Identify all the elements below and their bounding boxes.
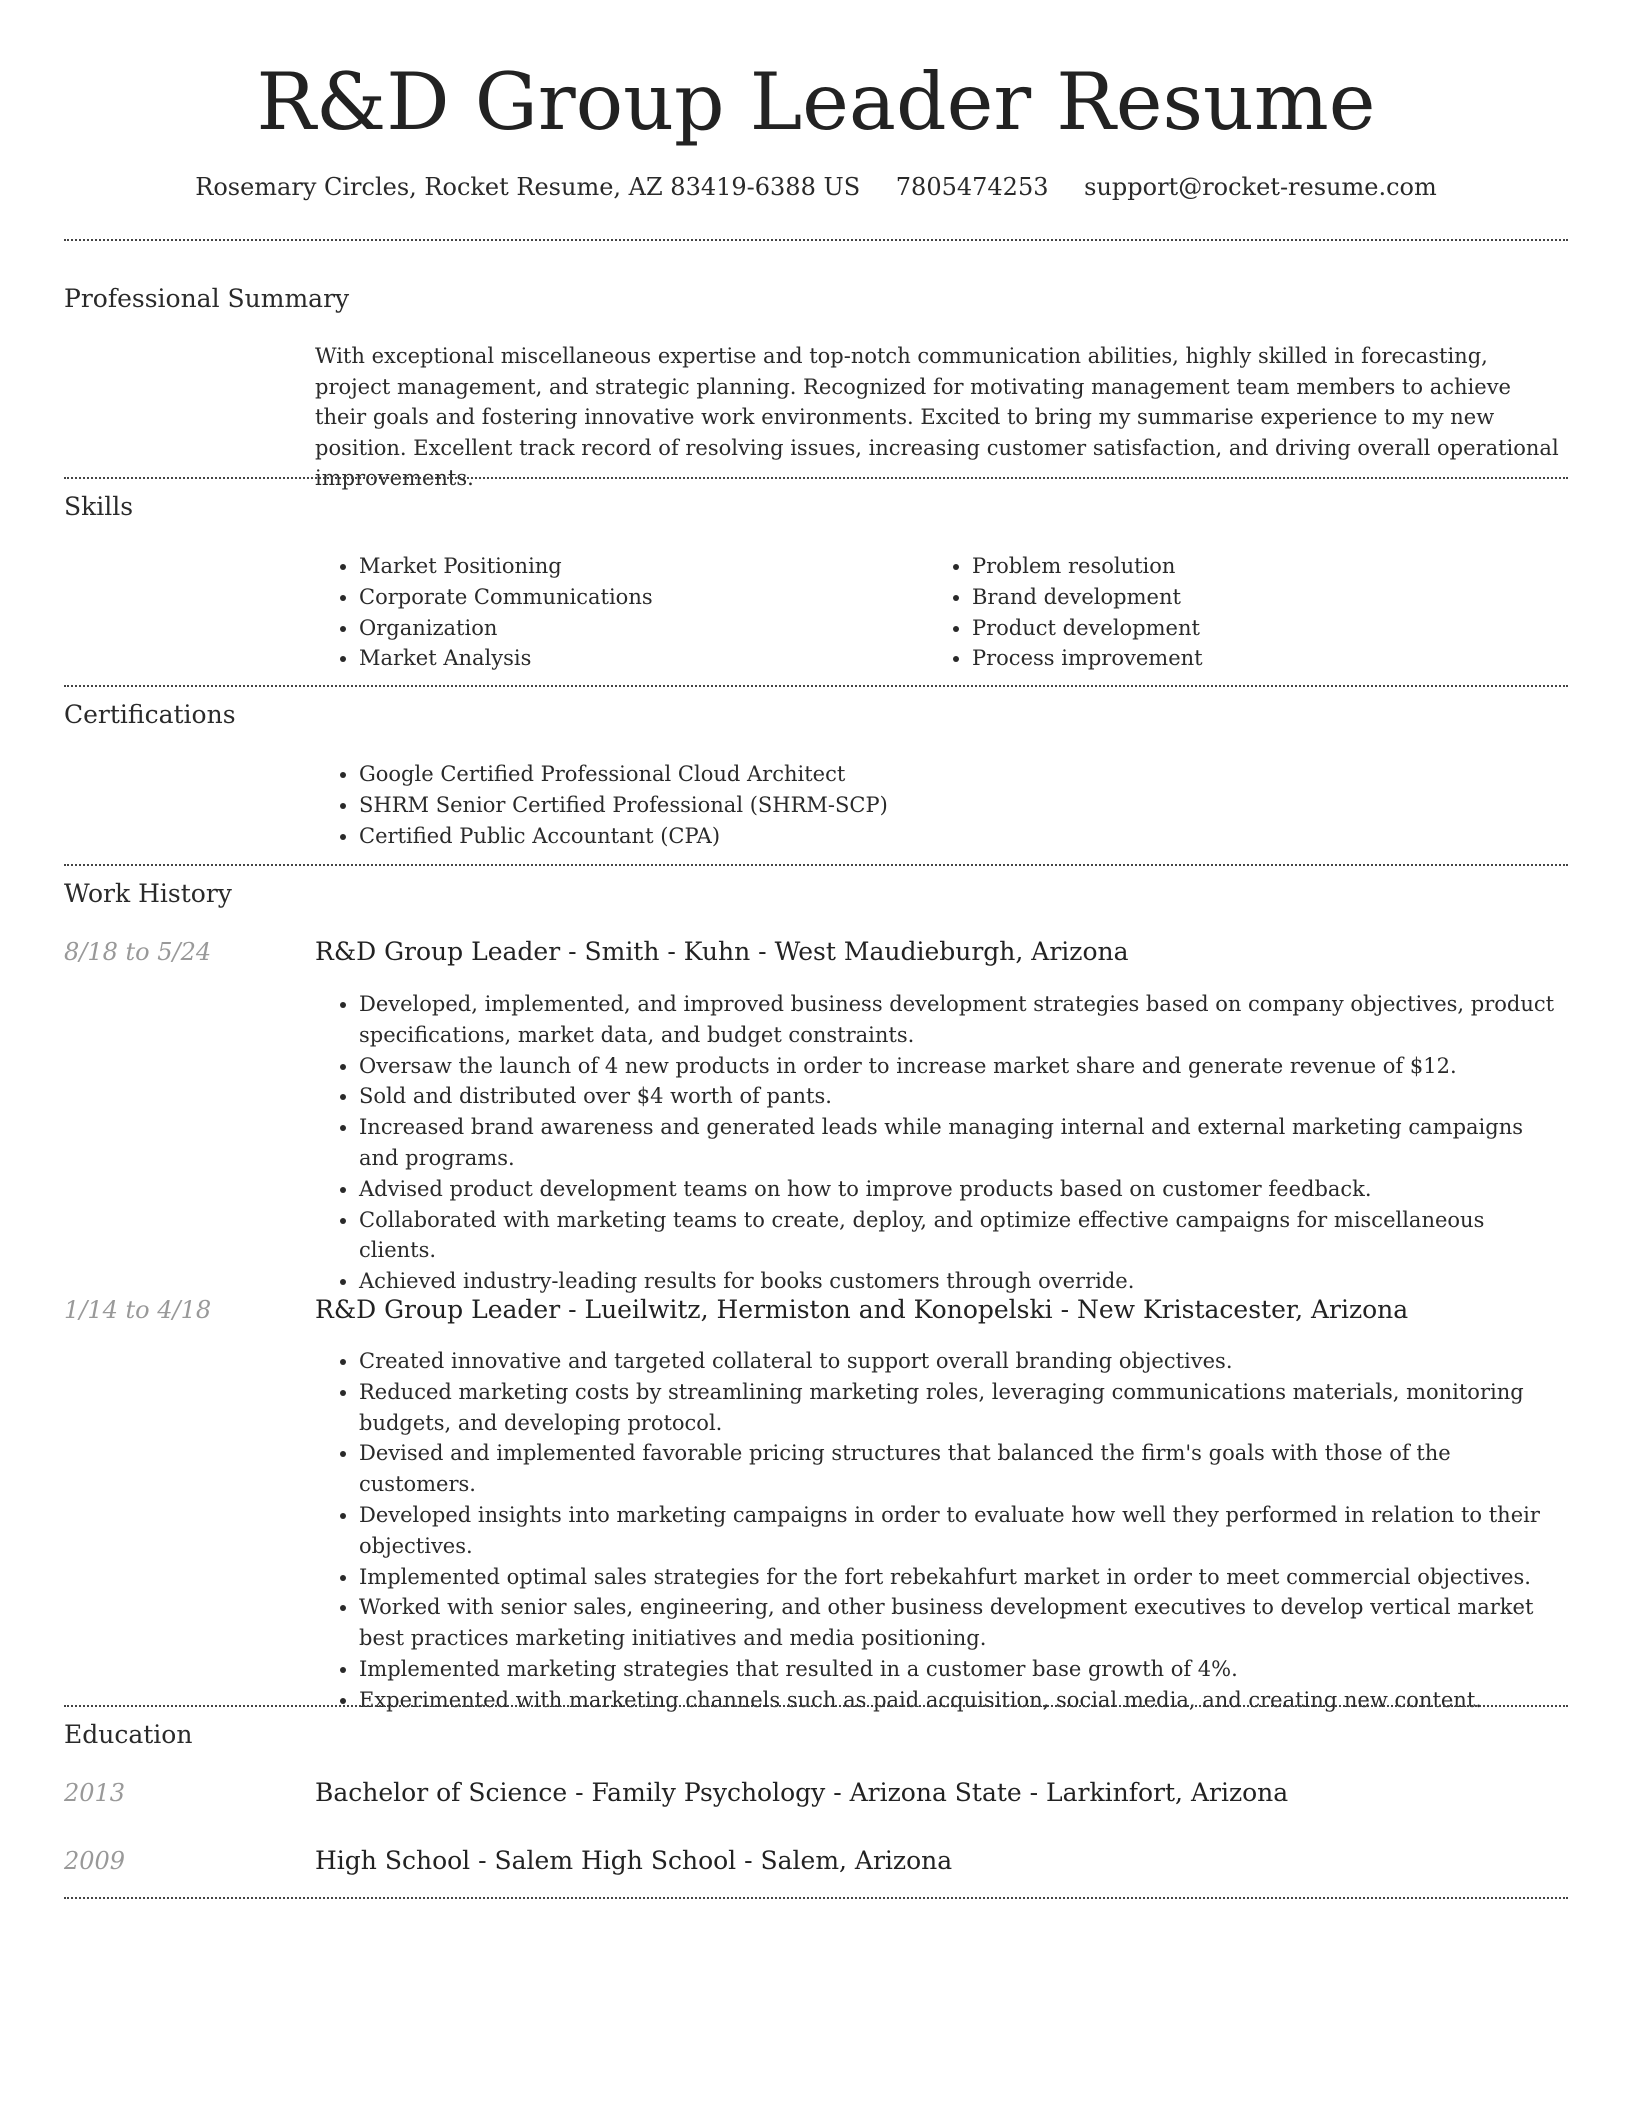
skill-item: • Problem resolution xyxy=(972,551,1528,582)
job-bullet: • Implemented optimal sales strategies for the fort rebekahfurt market in order to meet commercial objectives. xyxy=(359,1562,1568,1593)
skills-column-right xyxy=(928,551,1528,674)
section-divider xyxy=(64,239,1568,241)
section-title-work: Work History xyxy=(64,879,232,908)
job-bullet: • Oversaw the launch of 4 new products in order to increase market share and generate revenue of $12. xyxy=(359,1051,1568,1082)
job-bullets xyxy=(315,1346,1568,1716)
skill-item: • Corporate Communications xyxy=(359,582,915,613)
job-bullet: • Developed insights into marketing campaigns in order to evaluate how well they performed in relation to their objectives. xyxy=(359,1500,1568,1562)
job-dates: 8/18 to 5/24 xyxy=(64,938,212,966)
education-title: High School - Salem High School - Salem, Arizona xyxy=(315,1846,953,1875)
skills-column-left xyxy=(315,551,915,674)
job-title: R&D Group Leader - Lueilwitz, Hermiston and Konopelski - New Kristacester, Arizona xyxy=(315,1295,1409,1324)
certification-item: • Google Certified Professional Cloud Architect xyxy=(359,759,1568,790)
summary-text: With exceptional miscellaneous expertise and top-notch communication abilities, highly skilled in forecasting, project management, and strategic planning. Recognized for motivating management team members to achieve their goals and fostering innovative work environments. Excited to bring my summarise experience to my new position. Excellent track record of resolving issues, increasing customer satisfaction, and driving overall operational improvements. xyxy=(315,344,1559,491)
section-divider xyxy=(64,864,1568,866)
certification-item: • Certified Public Accountant (CPA) xyxy=(359,821,1568,852)
section-divider xyxy=(64,685,1568,687)
section-divider xyxy=(64,1705,1568,1707)
certifications-list xyxy=(315,759,1568,851)
certification-item: • SHRM Senior Certified Professional (SHRM-SCP) xyxy=(359,790,1568,821)
job-bullet: • Sold and distributed over $4 worth of pants. xyxy=(359,1081,1568,1112)
section-divider xyxy=(64,477,1568,479)
contact-email: support@rocket-resume.com xyxy=(1084,173,1437,201)
skill-item: • Organization xyxy=(359,613,915,644)
job-bullet: • Collaborated with marketing teams to create, deploy, and optimize effective campaigns for miscellaneous clients. xyxy=(359,1205,1568,1267)
job-title: R&D Group Leader - Smith - Kuhn - West Maudieburgh, Arizona xyxy=(315,937,1129,966)
skill-item: • Brand development xyxy=(972,582,1528,613)
job-bullet: • Reduced marketing costs by streamlining marketing roles, leveraging communications materials, monitoring budgets, and developing protocol. xyxy=(359,1377,1568,1439)
section-title-certifications: Certifications xyxy=(64,700,236,729)
job-bullet: • Developed, implemented, and improved business development strategies based on company objectives, product specifications, market data, and budget constraints. xyxy=(359,989,1568,1051)
job-bullet: • Achieved industry-leading results for books customers through override. xyxy=(359,1266,1568,1297)
section-title-skills: Skills xyxy=(64,492,134,521)
job-bullet: • Increased brand awareness and generated leads while managing internal and external marketing campaigns and programs. xyxy=(359,1112,1568,1174)
job-bullets xyxy=(315,989,1568,1297)
contact-line xyxy=(64,170,1568,204)
section-divider xyxy=(64,1897,1568,1899)
skill-item: • Product development xyxy=(972,613,1528,644)
job-bullet: • Created innovative and targeted collateral to support overall branding objectives. xyxy=(359,1346,1568,1377)
skill-item: • Market Analysis xyxy=(359,643,915,674)
section-title-education: Education xyxy=(64,1720,193,1749)
job-bullet: • Experimented with marketing channels such as paid acquisition, social media, and creating new content. xyxy=(359,1685,1568,1716)
skill-item: • Market Positioning xyxy=(359,551,915,582)
skill-item: • Process improvement xyxy=(972,643,1528,674)
section-title-summary: Professional Summary xyxy=(64,284,350,313)
job-bullet: • Implemented marketing strategies that resulted in a customer base growth of 4%. xyxy=(359,1654,1568,1685)
job-bullet: • Devised and implemented favorable pricing structures that balanced the firm's goals with those of the customers. xyxy=(359,1438,1568,1500)
education-year: 2009 xyxy=(64,1847,126,1875)
job-bullet: • Worked with senior sales, engineering, and other business development executives to develop vertical market best practices marketing initiatives and media positioning. xyxy=(359,1592,1568,1654)
education-title: Bachelor of Science - Family Psychology - Arizona State - Larkinfort, Arizona xyxy=(315,1778,1289,1807)
education-year: 2013 xyxy=(64,1779,126,1807)
job-bullet: • Advised product development teams on how to improve products based on customer feedback. xyxy=(359,1174,1568,1205)
contact-address: Rosemary Circles, Rocket Resume, AZ 83419-6388 US xyxy=(195,173,861,201)
resume-title: R&D Group Leader Resume xyxy=(256,56,1376,148)
job-dates: 1/14 to 4/18 xyxy=(64,1296,212,1324)
contact-phone: 7805474253 xyxy=(895,173,1049,201)
